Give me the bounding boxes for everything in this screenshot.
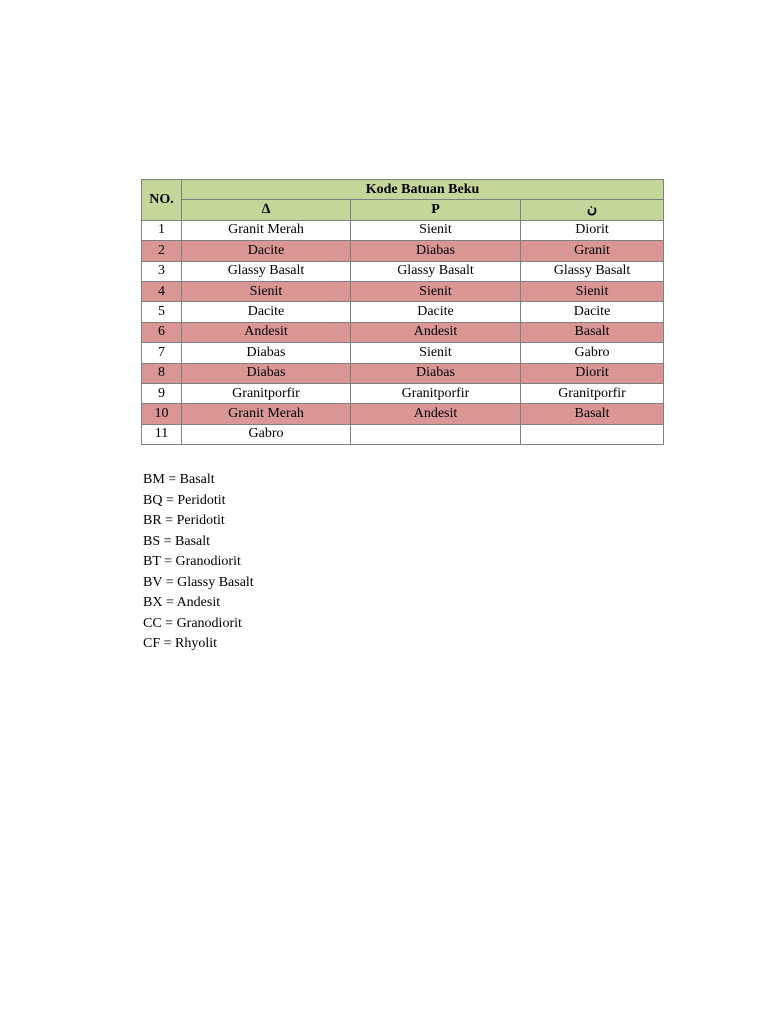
table-cell: Granitporfir: [351, 383, 521, 403]
legend-item: BR = Peridotit: [143, 513, 225, 528]
table-cell: Gabro: [521, 343, 664, 363]
row-number: 11: [142, 424, 182, 444]
row-number: 5: [142, 302, 182, 322]
table-cell: Dacite: [351, 302, 521, 322]
table-cell: Diabas: [182, 363, 351, 383]
row-number: 2: [142, 241, 182, 261]
table-cell: Andesit: [351, 404, 521, 424]
row-number: 8: [142, 363, 182, 383]
legend-item: BM = Basalt: [143, 472, 215, 487]
row-number: 3: [142, 261, 182, 281]
table-title: Kode Batuan Beku: [182, 180, 664, 200]
table-cell: Granit Merah: [182, 404, 351, 424]
table-row: [142, 383, 664, 403]
table-row: [142, 261, 664, 281]
table-cell: Dacite: [182, 241, 351, 261]
table-cell: Dacite: [521, 302, 664, 322]
table-cell: Glassy Basalt: [351, 261, 521, 281]
no-header: NO.: [142, 180, 182, 221]
legend-item: BQ = Peridotit: [143, 492, 226, 508]
table-cell: Sienit: [182, 281, 351, 301]
row-number: 10: [142, 404, 182, 424]
row-number: 7: [142, 343, 182, 363]
table-row: [142, 363, 664, 383]
row-number: 4: [142, 281, 182, 301]
table-cell: [521, 424, 664, 444]
table-cell: Diorit: [521, 220, 664, 240]
legend-item: CF = Rhyolit: [143, 636, 218, 651]
table-cell: Basalt: [521, 404, 664, 424]
table-body: [142, 220, 664, 444]
table-row: [142, 322, 664, 342]
table-cell: Granitporfir: [521, 383, 664, 403]
table-cell: Sienit: [521, 281, 664, 301]
table-cell: Granitporfir: [182, 383, 351, 403]
table-row: [142, 343, 664, 363]
table-cell: Andesit: [182, 322, 351, 342]
table-cell: Granit: [521, 241, 664, 261]
table-cell: [351, 424, 521, 444]
table-cell: Sienit: [351, 281, 521, 301]
table-cell: Diabas: [182, 343, 351, 363]
table-cell: Sienit: [351, 343, 521, 363]
legend-item: BX = Andesit: [143, 595, 221, 610]
table-cell: Gabro: [182, 424, 351, 444]
table-cell: Diabas: [351, 363, 521, 383]
legend-item: BV = Glassy Basalt: [143, 574, 254, 590]
row-number: 6: [142, 322, 182, 342]
table-cell: Glassy Basalt: [521, 261, 664, 281]
table-cell: Basalt: [521, 322, 664, 342]
legend-item: CC = Granodiorit: [143, 615, 242, 631]
column-header-p: P: [351, 200, 521, 220]
table-row: [142, 424, 664, 444]
legend-item: BT = Granodiorit: [143, 554, 241, 569]
rock-code-table: [141, 179, 664, 445]
table-cell: Diorit: [521, 363, 664, 383]
column-header-nun: ن: [521, 200, 664, 220]
row-number: 1: [142, 220, 182, 240]
table-row: [142, 281, 664, 301]
table-cell: Andesit: [351, 322, 521, 342]
code-legend: [143, 470, 254, 655]
table-row: [142, 302, 664, 322]
legend-item: BS = Basalt: [143, 533, 211, 549]
table-cell: Sienit: [351, 220, 521, 240]
table-row: [142, 404, 664, 424]
table-cell: Glassy Basalt: [182, 261, 351, 281]
table-cell: Granit Merah: [182, 220, 351, 240]
table-cell: Diabas: [351, 241, 521, 261]
table-row: [142, 220, 664, 240]
row-number: 9: [142, 383, 182, 403]
table-row: [142, 241, 664, 261]
column-header-delta: ∆: [182, 200, 351, 220]
table-cell: Dacite: [182, 302, 351, 322]
